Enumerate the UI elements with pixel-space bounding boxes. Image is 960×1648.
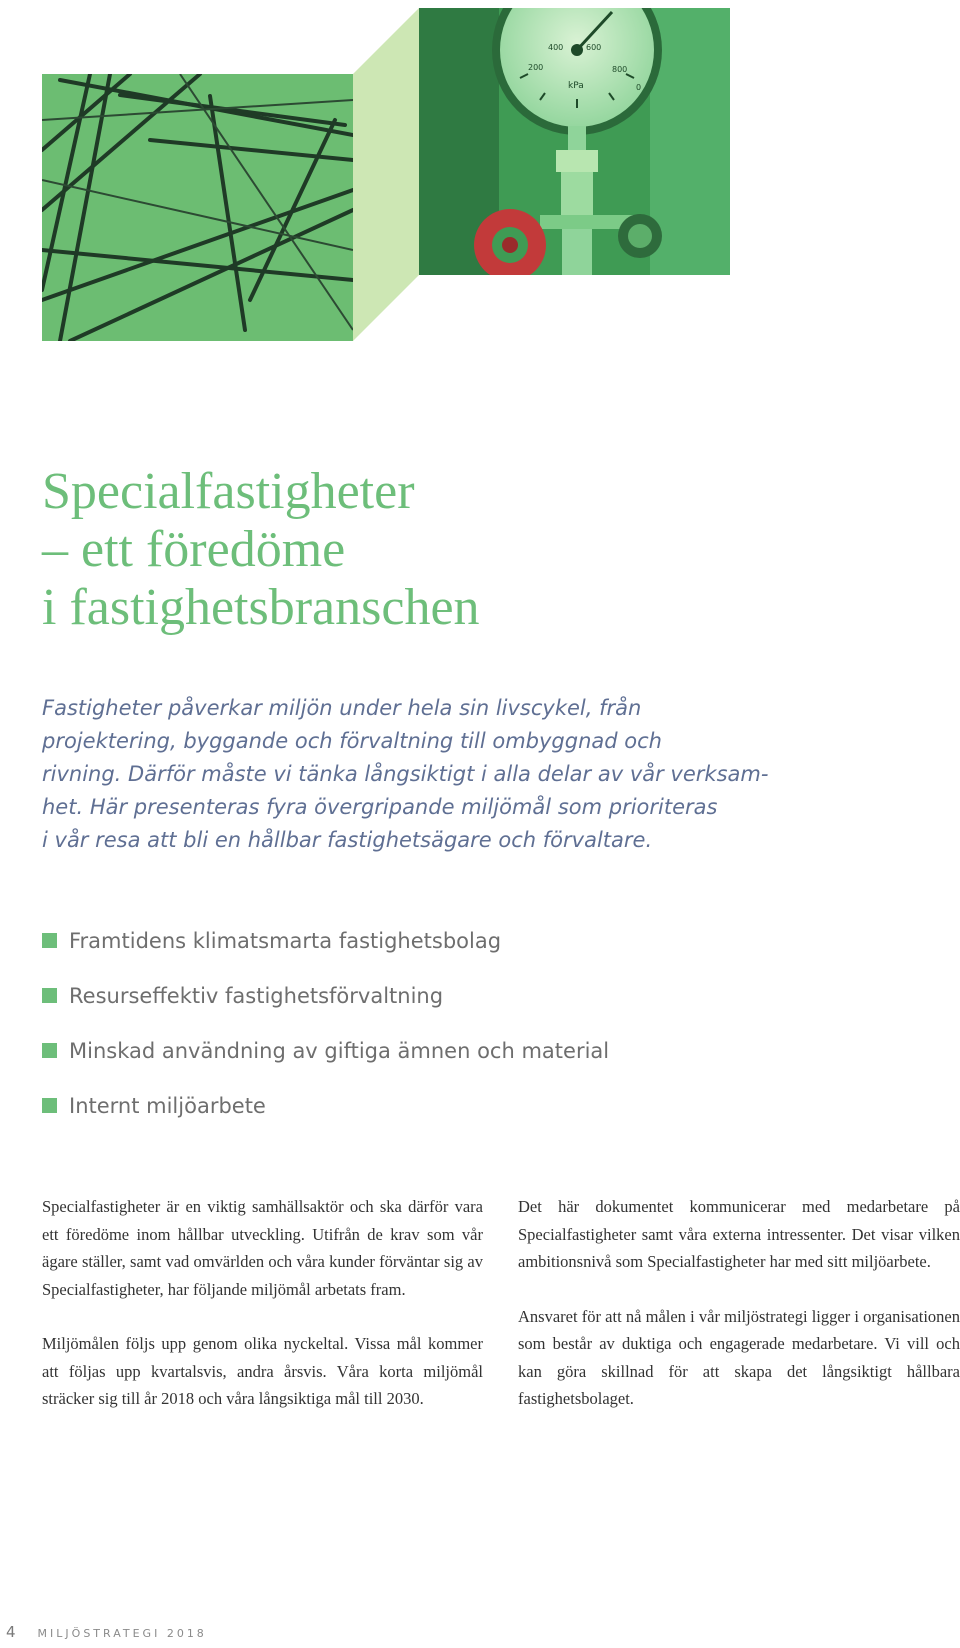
decorative-parallelogram [353, 8, 419, 341]
lead-paragraph [42, 692, 769, 857]
page-title [42, 463, 662, 637]
lead-line: projektering, byggande och förvaltning till ombyggnad och [42, 729, 662, 753]
page-footer [6, 1623, 207, 1641]
body-paragraph: Specialfastigheter är en viktig samhällsaktör och ska därför vara ett föredöme inom hållbar utveckling. Utifrån de krav som vår ägare ställer, samt vad omvärlden och våra kunder förväntar sig av Specialfastigheter, har följande miljömål arbetats fram. [42, 1197, 483, 1299]
document-name: MILJÖSTRATEGI 2018 [37, 1627, 207, 1640]
lead-line: het. Här presenteras fyra övergripande miljömål som prioriteras [42, 795, 718, 819]
steel-frame-image [42, 74, 353, 341]
gauge-number: 0 [636, 83, 642, 92]
goal-label: Framtidens klimatsmarta fastighetsbolag [69, 928, 502, 953]
hero-images [0, 0, 960, 380]
gauge-number: 800 [612, 65, 628, 74]
title-line: Specialfastigheter [42, 463, 415, 520]
body-paragraph: Ansvaret för att nå målen i vår miljöstrategi ligger i organisationen som består av duktiga och engagerade medarbetare. Vi vill och kan göra skillnad för att skapa det långsiktigt hållbara fastighetsbolaget. [518, 1306, 960, 1408]
gauge-number: 600 [586, 43, 602, 52]
title-line: i fastighetsbranschen [42, 579, 480, 636]
title-line: – ett föredöme [42, 521, 346, 578]
body-column-right [518, 1193, 960, 1440]
page-number: 4 [6, 1623, 16, 1641]
goal-label: Internt miljöarbete [69, 1093, 266, 1118]
green-square-bullet-icon [42, 933, 57, 948]
green-square-bullet-icon [42, 1098, 57, 1113]
lead-line: Fastigheter påverkar miljön under hela sin livscykel, från [42, 696, 642, 720]
pressure-gauge-image [419, 0, 730, 281]
goal-label: Resurseffektiv fastighetsförvaltning [69, 983, 444, 1008]
green-square-bullet-icon [42, 988, 57, 1003]
goal-item [42, 1078, 609, 1133]
lead-line: i vår resa att bli en hållbar fastighetsägare och förvaltare. [42, 828, 653, 852]
body-paragraph: Miljömålen följs upp genom olika nyckeltal. Vissa mål kommer att följas upp kvartalsvis, andra årsvis. Våra korta miljömål sträcker sig till år 2018 och våra långsiktiga mål till 2030. [42, 1334, 483, 1408]
goal-item [42, 1023, 609, 1078]
lead-line: rivning. Därför måste vi tänka långsiktigt i alla delar av vår verksam- [42, 762, 769, 786]
goal-list [42, 913, 609, 1133]
body-paragraph: Det här dokumentet kommunicerar med medarbetare på Specialfastigheter samt våra externa intressenter. Det visar vilken ambitionsnivå som Specialfastigheter har med sitt miljöarbete. [518, 1197, 960, 1271]
green-square-bullet-icon [42, 1043, 57, 1058]
goal-label: Minskad användning av giftiga ämnen och material [69, 1038, 610, 1063]
goal-item [42, 913, 609, 968]
gauge-number: 200 [528, 63, 544, 72]
gauge-unit: kPa [568, 81, 584, 91]
body-column-left [42, 1193, 483, 1440]
goal-item [42, 968, 609, 1023]
gauge-number: 400 [548, 43, 564, 52]
